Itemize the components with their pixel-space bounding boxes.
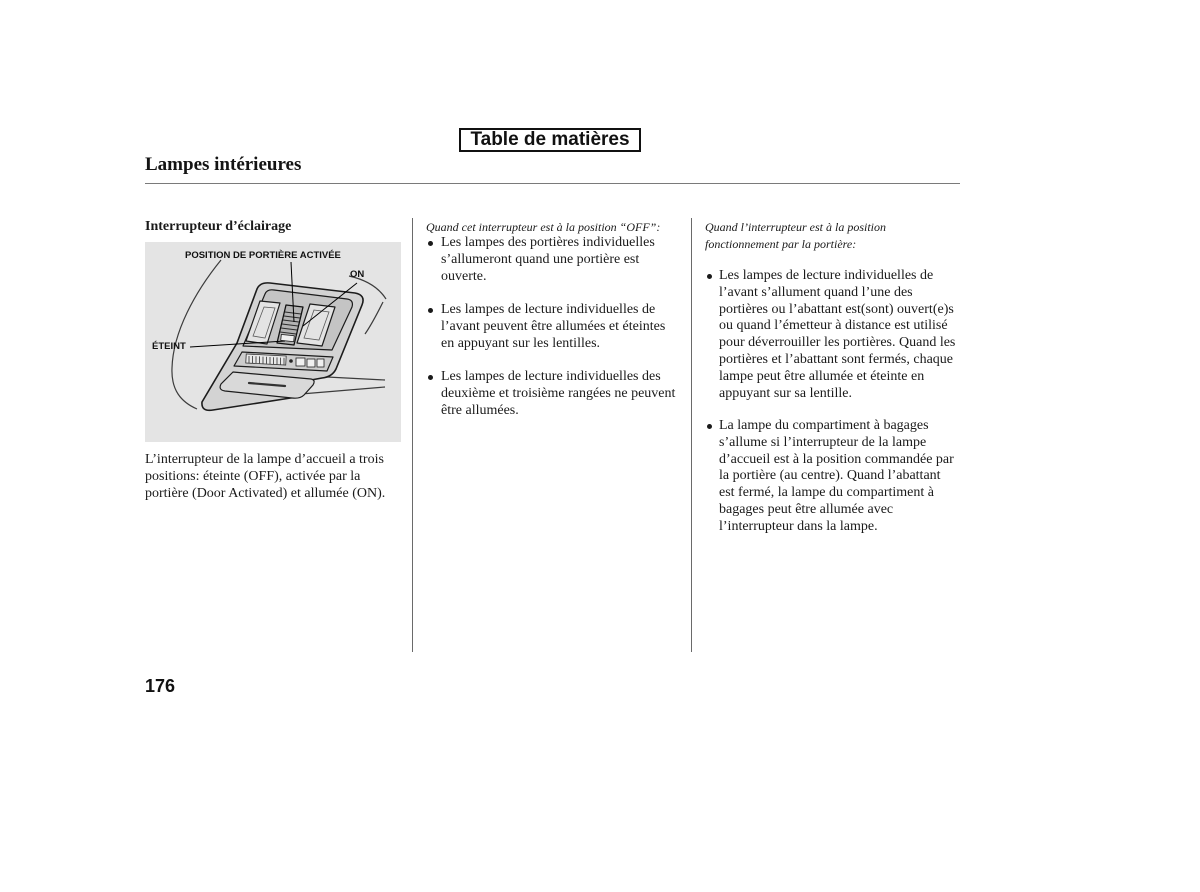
bullet-item: [426, 369, 675, 419]
door-position-intro: [705, 219, 886, 253]
bullet-text-line: Les lampes des portières individuelles: [441, 235, 655, 250]
bullet-text-line: bagages peut être allumée avec: [719, 501, 894, 517]
bullet-text-line: deuxième et troisième rangées ne peuvent: [441, 385, 676, 401]
column-divider-right: [691, 218, 692, 652]
intro-line: Quand l’interrupteur est à la position: [705, 220, 886, 234]
bullet-item: [426, 235, 655, 285]
bullet-text-line: Les lampes de lecture individuelles des: [441, 369, 661, 384]
bullet-text-line: ouverte.: [441, 268, 487, 284]
bullet-item: [705, 268, 955, 402]
section-heading: Interrupteur d’éclairage: [145, 219, 292, 234]
page-title: Lampes intérieures: [145, 154, 302, 175]
off-label: ÉTEINT: [152, 341, 186, 352]
bullet-icon: [707, 424, 712, 429]
bullet-text-line: en appuyant sur les lentilles.: [441, 335, 601, 351]
bullet-text-line: lampe peut être allumée et éteinte en: [719, 368, 925, 384]
bullet-text-line: s’allumeront quand une portière est: [441, 251, 640, 267]
on-label: ON: [350, 269, 365, 280]
bullet-text-line: appuyant sur sa lentille.: [719, 385, 852, 401]
bullet-icon: [428, 241, 433, 246]
intro-line: fonctionnement par la portière:: [705, 236, 857, 251]
title-divider: [145, 183, 960, 184]
bullet-item: [705, 418, 954, 536]
bullet-text-line: La lampe du compartiment à bagages: [719, 418, 929, 433]
section-heading-wrapper: [145, 219, 291, 236]
bullet-text-line: la portière (au centre). Quand l’abattant: [719, 468, 941, 484]
bullet-item: [426, 302, 665, 352]
bullet-text-line: Les lampes de lecture individuelles de: [719, 268, 934, 283]
bullet-text-line: portières ou l’abattant est(sont) ouvert(e)s: [719, 301, 954, 317]
paragraph-line: portière (Door Activated) et allumée (ON).: [145, 485, 386, 501]
bullet-text-line: l’avant peuvent être allumées et éteintes: [441, 318, 666, 334]
bullet-icon: [428, 308, 433, 313]
switch-description: [145, 452, 385, 502]
bullet-text-line: être allumées.: [441, 402, 519, 418]
bullet-text-line: ou quand l’émetteur à distance est utilisé: [719, 318, 948, 334]
paragraph-line: positions: éteinte (OFF), activée par la: [145, 468, 361, 484]
intro-line: Quand cet interrupteur est à la position “OFF”:: [426, 220, 661, 234]
table-of-contents-link[interactable]: Table de matières: [459, 128, 641, 152]
bullet-text-line: portières et l’abattant sont fermés, chaque: [719, 351, 954, 367]
bullet-text-line: Les lampes de lecture individuelles de: [441, 302, 656, 317]
bullet-text-line: pour déverrouiller les portières. Quand les: [719, 335, 956, 351]
column-divider-left: [412, 218, 413, 652]
bullet-icon: [428, 375, 433, 380]
paragraph-line: L’interrupteur de la lampe d’accueil a trois: [145, 452, 384, 467]
bullet-text-line: est fermé, la lampe du compartiment à: [719, 485, 934, 501]
off-position-intro: [426, 219, 660, 236]
bullet-text-line: l’avant s’allument quand l’une des: [719, 284, 913, 300]
bullet-text-line: d’accueil est à la position commandée par: [719, 451, 954, 467]
bullet-text-line: s’allume si l’interrupteur de la lampe: [719, 434, 927, 450]
door-activated-label: POSITION DE PORTIÈRE ACTIVÉE: [185, 250, 341, 261]
page-number: 176: [145, 676, 176, 696]
interior-light-switch-figure: [145, 242, 401, 442]
bullet-icon: [707, 274, 712, 279]
bullet-text-line: l’interrupteur dans la lampe.: [719, 518, 878, 534]
